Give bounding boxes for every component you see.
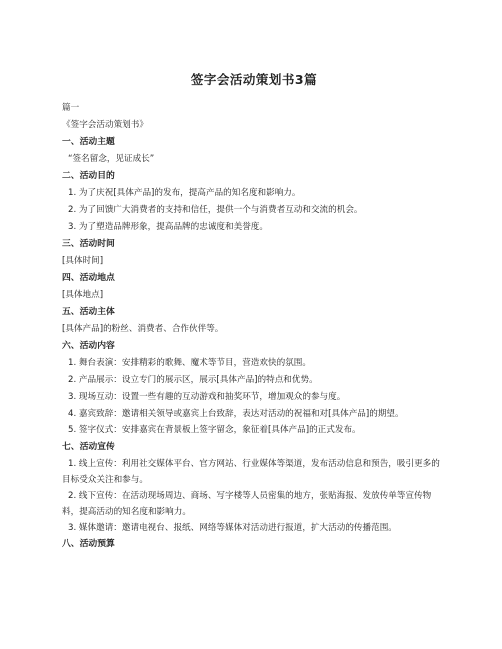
document-title: 签字会活动策划书3篇 [190, 72, 318, 87]
body-text-line: [具体地点] [62, 290, 104, 300]
body-text-line: 1. 线上宣传：利用社交媒体平台、官方网站、行业媒体等渠道，发布活动信息和预告，吸引更多的目标受众关注和参与。 [62, 459, 440, 485]
body-text-line: [具体时间] [62, 256, 104, 266]
body-text-line: 《签字会活动策划书》 [62, 120, 148, 130]
document-body [62, 100, 446, 553]
body-text-line: 1. 舞台表演：安排精彩的歌舞、魔术等节目，营造欢快的氛围。 [68, 358, 311, 368]
body-text-line: 篇一 [62, 103, 80, 113]
section-heading: 七、活动宣传 [62, 442, 115, 452]
section-heading: 六、活动内容 [62, 341, 115, 351]
body-text-line: [具体产品]的粉丝、消费者、合作伙伴等。 [62, 324, 224, 334]
body-text-line: 3. 现场互动：设置一些有趣的互动游戏和抽奖环节，增加观众的参与度。 [68, 392, 346, 402]
section-heading: 二、活动目的 [62, 171, 115, 181]
body-text-line: 1. 为了庆祝[具体产品]的发布，提高产品的知名度和影响力。 [68, 188, 301, 198]
body-text-line: 4. 嘉宾致辞：邀请相关领导或嘉宾上台致辞，表达对活动的祝福和对[具体产品]的期望。 [68, 409, 404, 419]
section-heading: 一、活动主题 [62, 137, 115, 147]
body-text-line: 2. 为了回馈广大消费者的支持和信任，提供一个与消费者互动和交流的机会。 [68, 205, 363, 215]
body-text-line: 2. 线下宣传：在活动现场周边、商场、写字楼等人员密集的地方，张贴海报、发放传单等宣传物料，提高活动的知名度和影响力。 [62, 491, 432, 517]
body-text-line: 3. 为了塑造品牌形象，提高品牌的忠诚度和美誉度。 [68, 222, 268, 232]
body-text-line: 2. 产品展示：设立专门的展示区，展示[具体产品]的特点和优势。 [68, 375, 318, 385]
section-heading: 八、活动预算 [62, 539, 115, 549]
section-heading: 四、活动地点 [62, 273, 115, 283]
section-heading: 五、活动主体 [62, 307, 115, 317]
body-text-line: “签名留念，见证成长” [68, 154, 155, 164]
body-text-line: 5. 签字仪式：安排嘉宾在背景板上签字留念，象征着[具体产品]的正式发布。 [68, 425, 361, 435]
section-heading: 三、活动时间 [62, 239, 115, 249]
body-text-line: 3. 媒体邀请：邀请电视台、报纸、网络等媒体对活动进行报道，扩大活动的传播范围。 [68, 523, 397, 533]
